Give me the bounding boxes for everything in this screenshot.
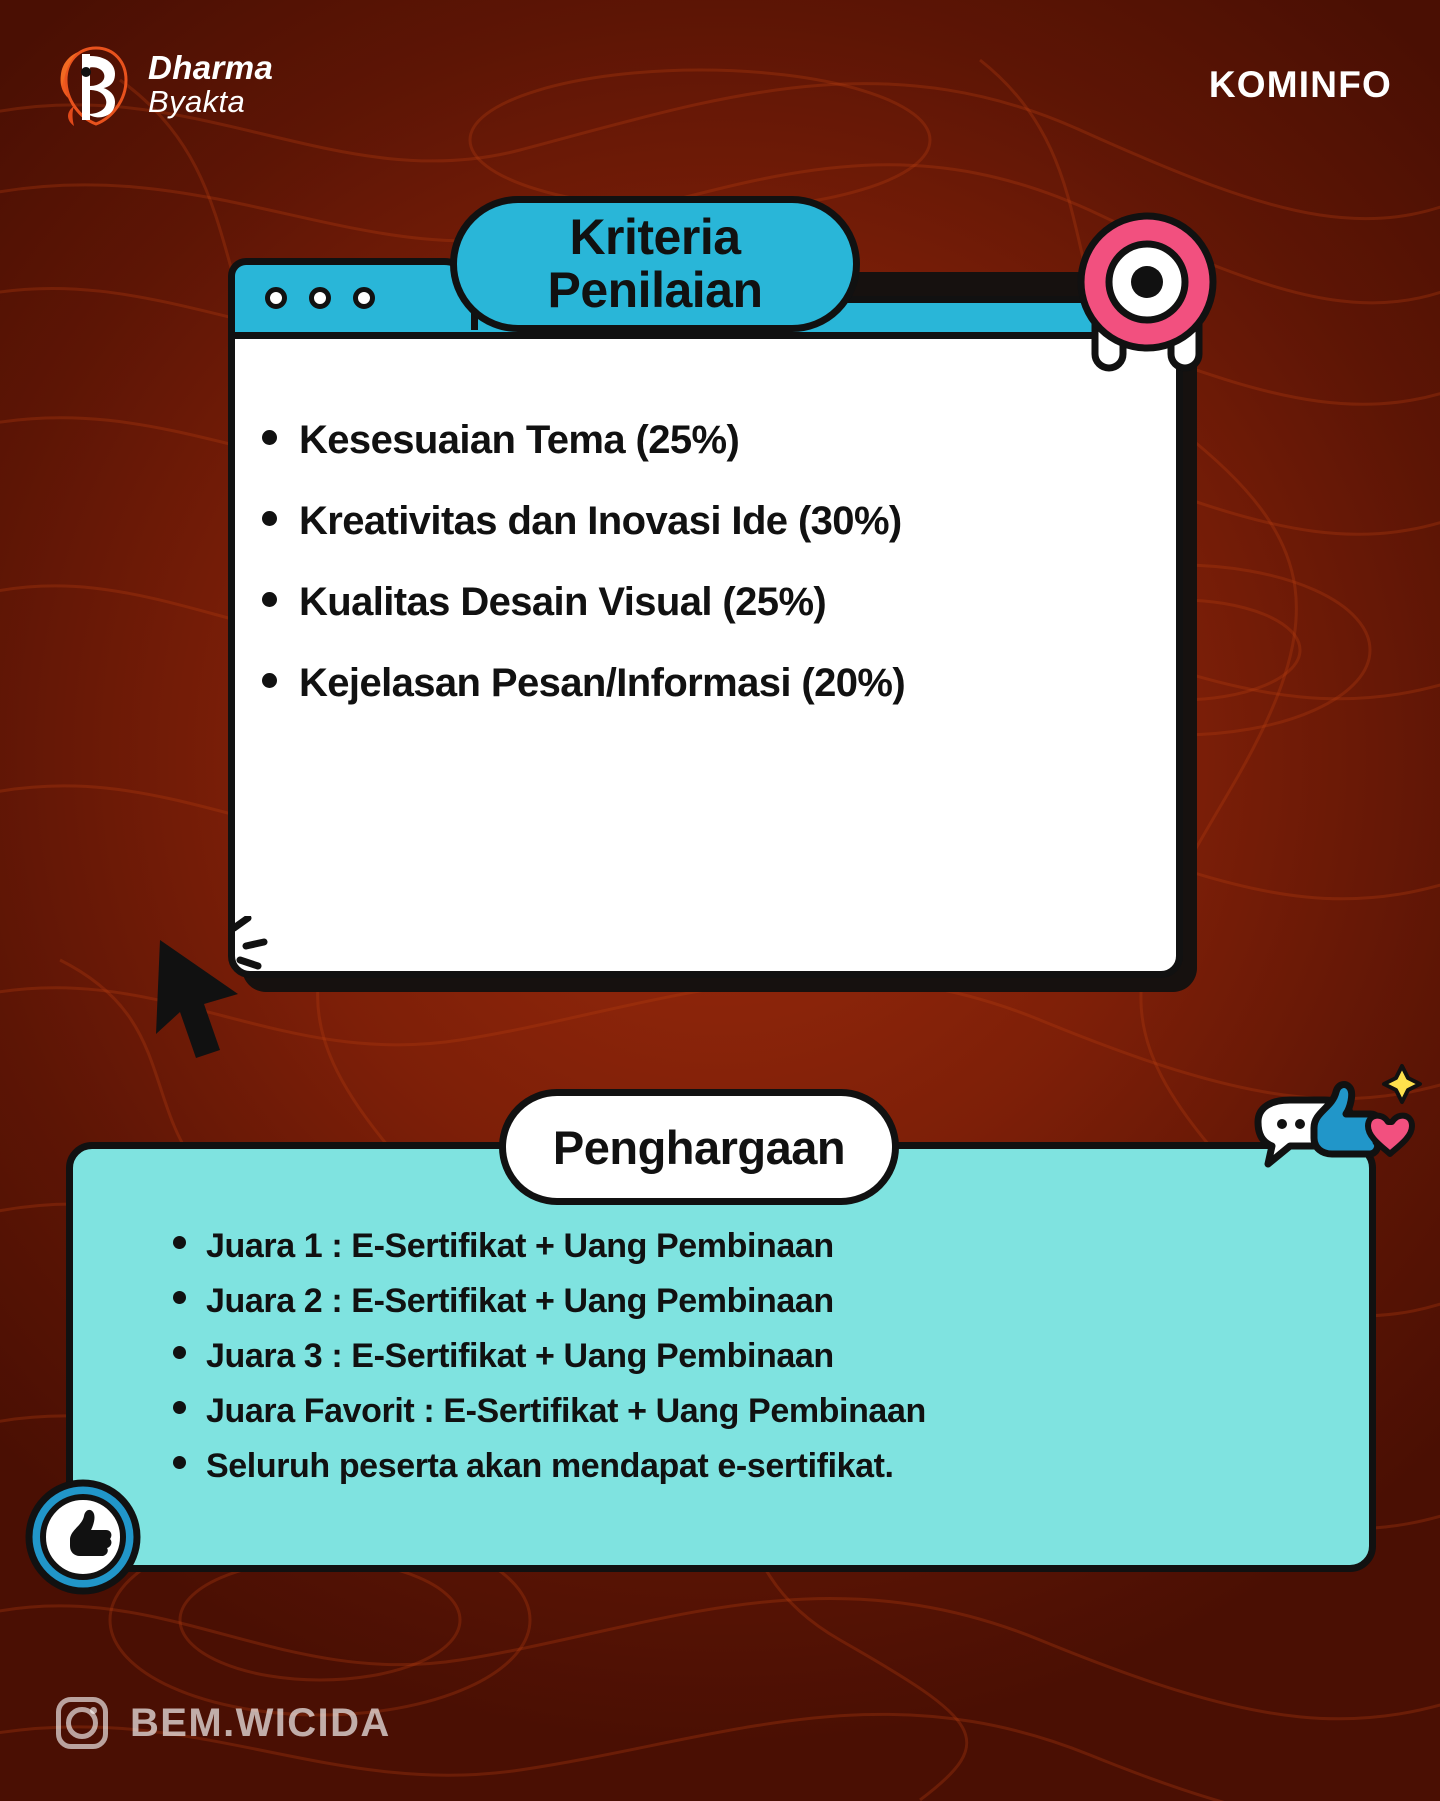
kriteria-title-pill <box>450 196 860 332</box>
bullet-icon <box>173 1346 186 1359</box>
list-item <box>173 1227 1353 1266</box>
brand-name-line1: Dharma <box>148 49 274 87</box>
penghargaan-item-text: Juara 1 : E-Sertifikat + Uang Pembinaan <box>206 1227 834 1265</box>
list-item <box>262 418 1162 463</box>
bullet-icon <box>262 673 277 688</box>
kriteria-penilaian-card <box>228 209 1183 988</box>
kriteria-list <box>262 418 1162 742</box>
kriteria-title-line2: Penilaian <box>547 262 763 318</box>
bullet-icon <box>173 1456 186 1469</box>
thumbs-up-heart-chat-icon <box>1238 1060 1428 1210</box>
list-item <box>173 1337 1353 1376</box>
bullet-icon <box>173 1401 186 1414</box>
window-dot-2 <box>309 287 331 309</box>
penghargaan-list <box>173 1227 1353 1502</box>
penghargaan-item-text: Seluruh peserta akan mendapat e-sertifikat. <box>206 1447 894 1485</box>
bullet-icon <box>262 511 277 526</box>
bullet-icon <box>173 1236 186 1249</box>
list-item <box>173 1392 1353 1431</box>
penghargaan-card <box>66 1120 1376 1572</box>
penghargaan-title-pill <box>499 1089 899 1205</box>
bullet-icon <box>262 430 277 445</box>
window-dot-3 <box>353 287 375 309</box>
list-item <box>262 661 1162 706</box>
cursor-pointer-icon <box>142 916 282 1066</box>
penghargaan-title-text: Penghargaan <box>552 1120 846 1174</box>
kriteria-title-text <box>547 211 762 317</box>
footer <box>56 1697 391 1749</box>
brand-name-line2: Byakta <box>148 84 246 120</box>
phoenix-logo-icon <box>56 42 134 128</box>
bullet-icon <box>173 1291 186 1304</box>
camera-lens-icon <box>1067 210 1227 400</box>
penghargaan-item-text: Juara 2 : E-Sertifikat + Uang Pembinaan <box>206 1282 834 1320</box>
kriteria-title-line1: Kriteria <box>569 209 741 265</box>
instagram-handle: BEM.WICIDA <box>130 1700 391 1745</box>
list-item <box>262 499 1162 544</box>
brand-lockup <box>56 42 273 128</box>
list-item <box>173 1447 1353 1486</box>
window-tab <box>228 258 478 330</box>
instagram-icon[interactable] <box>56 1697 108 1749</box>
list-item <box>173 1282 1353 1321</box>
kriteria-item-text: Kesesuaian Tema (25%) <box>299 418 740 462</box>
brand-text <box>148 51 273 118</box>
kriteria-item-text: Kreativitas dan Inovasi Ide (30%) <box>299 499 902 543</box>
bullet-icon <box>262 592 277 607</box>
list-item <box>262 580 1162 625</box>
kriteria-item-text: Kejelasan Pesan/Informasi (20%) <box>299 661 906 705</box>
window-dot-1 <box>265 287 287 309</box>
kominfo-label: KOMINFO <box>1208 64 1392 105</box>
penghargaan-item-text: Juara Favorit : E-Sertifikat + Uang Pembinaan <box>206 1392 926 1430</box>
thumbs-up-icon <box>24 1478 142 1596</box>
penghargaan-item-text: Juara 3 : E-Sertifikat + Uang Pembinaan <box>206 1337 834 1375</box>
kriteria-item-text: Kualitas Desain Visual (25%) <box>299 580 827 624</box>
poster-header <box>0 30 1440 140</box>
